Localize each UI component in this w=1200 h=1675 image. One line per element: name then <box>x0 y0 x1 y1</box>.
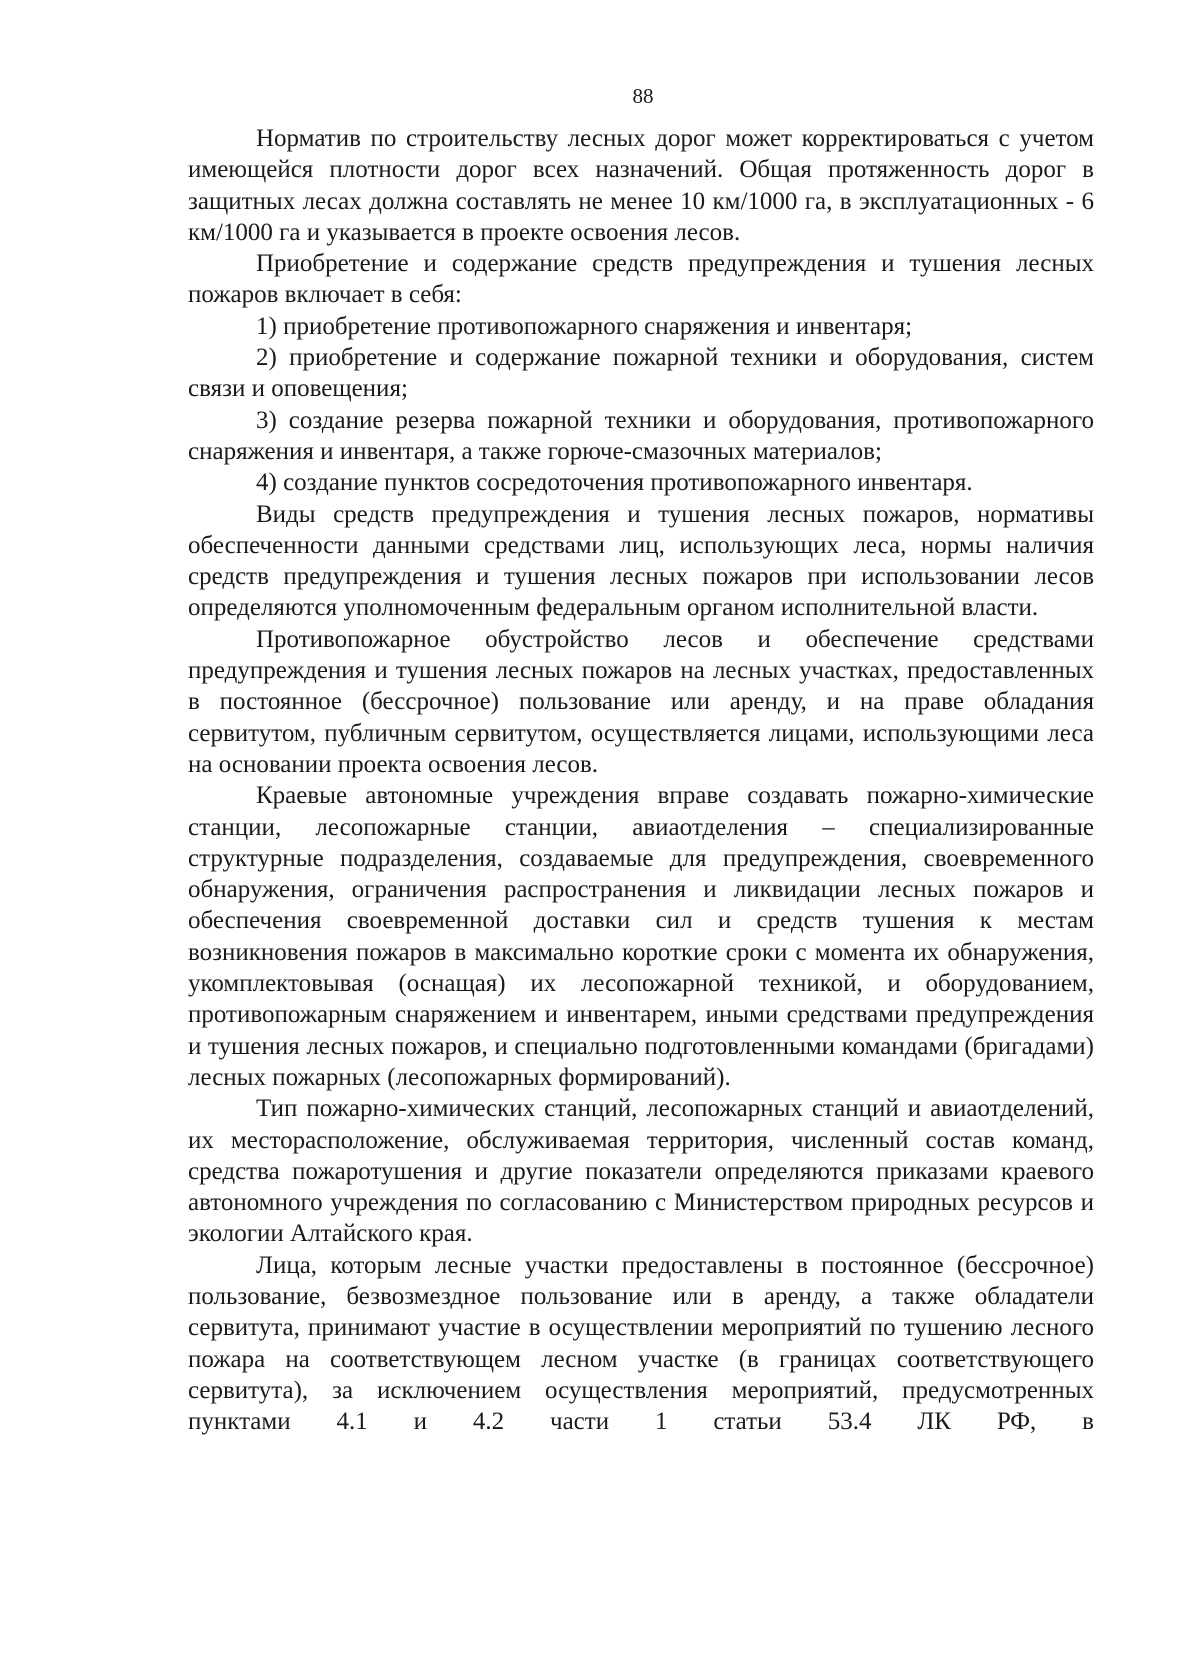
paragraph-fire-protection: Противопожарное обустройство лесов и обеспечение средствами предупреждения и тушения лесных пожаров на лесных участках, предоставленных в постоянное (бессрочное) пользование или аренду, и на праве обладания сервитутом, публичным сервитутом, осуществляется лицами, использующими леса на основании проекта освоения лесов. <box>188 625 1094 778</box>
paragraph-fire-means-types: Виды средств предупреждения и тушения лесных пожаров, нормативы обеспеченности данными средствами лиц, использующих леса, нормы наличия средств предупреждения и тушения лесных пожаров при использовании лесов определяются уполномоченным федеральным органом исполнительной власти. <box>188 500 1094 622</box>
list-item-4: 4) создание пунктов сосредоточения противопожарного инвентаря. <box>256 469 973 497</box>
paragraph-participants: Лица, которым лесные участки предоставлены в постоянное (бессрочное) пользование, безвозмездное пользование или в аренду, а также обладатели сервитута, принимают участие в осуществлении мероприятий по тушению лесного пожара на соответствующем лесном участке (в границах соответствующего сервитута), за исключением осуществления мероприятий, предусмотренных пунктами 4.1 и 4.2 части 1 статьи 53.4 ЛК РФ, в <box>188 1251 1094 1436</box>
paragraph-autonomous-institutions: Краевые автономные учреждения вправе создавать пожарно-химические станции, лесопожарные станции, авиаотделения – специализированные структурные подразделения, создаваемые для предупреждения, своевременного обнаружения, ограничения распространения и ликвидации лесных пожаров и обеспечения своевременной доставки сил и средств тушения к местам возникновения пожаров в максимально короткие сроки с момента их обнаружения, укомплектовывая (оснащая) их лесопожарной техникой, и оборудованием, противопожарным снаряжением и инвентарем, иными средствами предупреждения и тушения лесных пожаров, и специально подготовленными командами (бригадами) лесных пожарных (лесопожарных формирований). <box>188 782 1094 1091</box>
paragraph-station-types: Тип пожарно-химических станций, лесопожарных станций и авиаотделений, их месторасположение, обслуживаемая территория, численный состав команд, средства пожаротушения и другие показатели определяются приказами краевого автономного учреждения по согласованию с Министерством природных ресурсов и экологии Алтайского края. <box>188 1095 1094 1248</box>
list-item-3: 3) создание резерва пожарной техники и оборудования, противопожарного снаряжения и инвентаря, а также горюче-смазочных материалов; <box>188 406 1094 465</box>
paragraph-fire-means-intro: Приобретение и содержание средств предупреждения и тушения лесных пожаров включает в себя: <box>188 250 1094 309</box>
list-item-1: 1) приобретение противопожарного снаряжения и инвентаря; <box>256 312 913 340</box>
page-number: 88 <box>632 84 654 108</box>
list-item-2: 2) приобретение и содержание пожарной техники и оборудования, систем связи и оповещения; <box>188 344 1094 403</box>
paragraph-road-norms: Норматив по строительству лесных дорог может корректироваться с учетом имеющейся плотности дорог всех назначений. Общая протяженность дорог в защитных лесах должна составлять не менее 10 км/1000 га, в эксплуатационных - 6 км/1000 га и указывается в проекте освоения лесов. <box>188 125 1094 246</box>
document-body <box>188 123 1094 1437</box>
